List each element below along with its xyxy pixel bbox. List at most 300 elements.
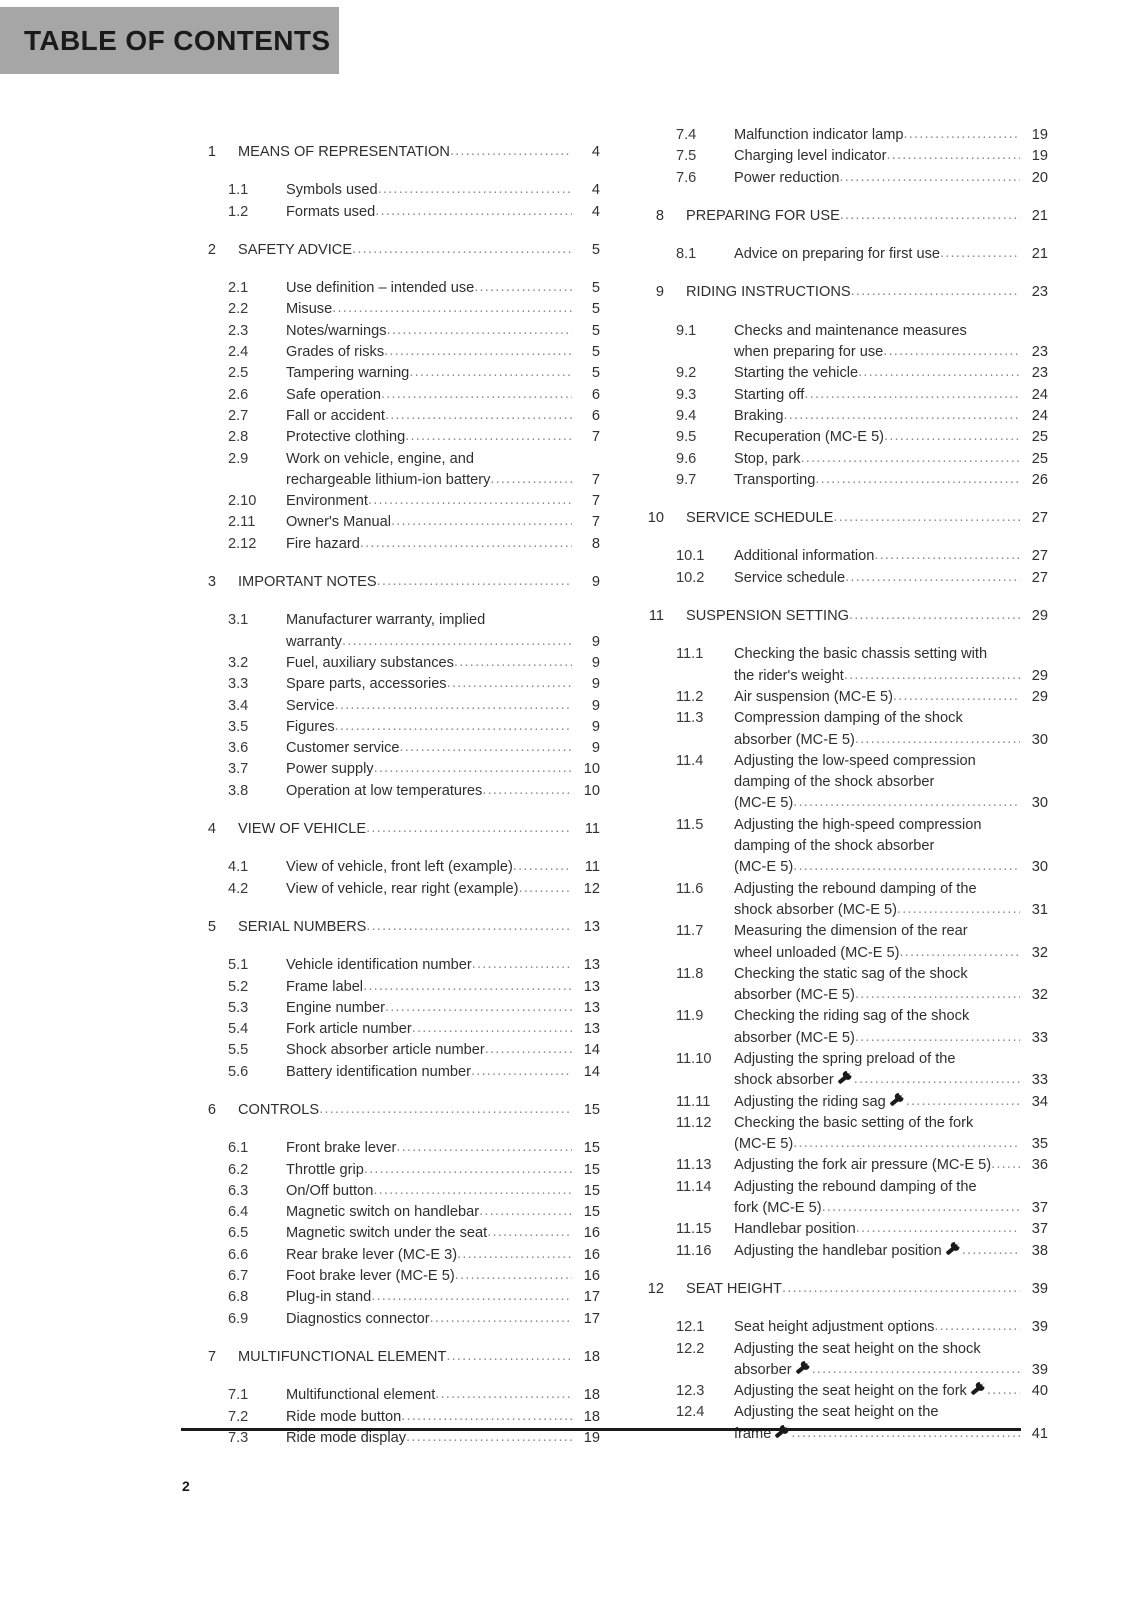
toc-entry-body — [238, 917, 600, 938]
toc-entry-body — [286, 1407, 600, 1428]
toc-entry-title: Plug-in stand — [286, 1289, 372, 1306]
toc-section-row[interactable] — [180, 879, 600, 900]
toc-entry-number: 3.3 — [228, 676, 249, 693]
toc-entry-body — [734, 146, 1048, 167]
toc-entry-title: Battery identification number — [286, 1063, 471, 1080]
toc-page-number: 19 — [1031, 127, 1048, 143]
toc-section-row[interactable] — [180, 1019, 600, 1040]
toc-entry-number: 7.1 — [228, 1387, 249, 1404]
toc-section-row[interactable] — [628, 815, 1048, 879]
toc-entry-body — [734, 644, 1048, 687]
toc-entry-number: 7.2 — [228, 1408, 249, 1425]
toc-entry-title: View of vehicle, front left (example) — [286, 859, 513, 876]
leader-dots — [893, 686, 1020, 707]
toc-entry-number: 2.3 — [228, 322, 249, 339]
toc-chapter-row[interactable] — [628, 282, 1048, 303]
toc-page-number: 40 — [1031, 1383, 1048, 1400]
toc-section-row[interactable] — [180, 1181, 600, 1202]
toc-entry-number: 11.2 — [676, 688, 704, 705]
toc-entry-body — [238, 142, 600, 163]
leader-dots — [801, 448, 1020, 469]
toc-entry-title-line: shock absorber — [734, 1072, 834, 1089]
toc-entry-body — [286, 1019, 600, 1040]
toc-entry-number: 10.2 — [676, 569, 705, 586]
toc-entry-body — [286, 406, 600, 427]
toc-page-number: 18 — [583, 1387, 600, 1404]
toc-entry-title: Front brake lever — [286, 1140, 397, 1157]
toc-page-number: 10 — [583, 761, 600, 778]
toc-page-number: 7 — [591, 471, 600, 488]
toc-entry-title-line: Checking the static sag of the shock — [734, 965, 968, 982]
toc-entry-title: Rear brake lever (MC-E 3) — [286, 1246, 458, 1263]
toc-section-row[interactable] — [180, 202, 600, 223]
toc-page-number: 13 — [583, 1021, 600, 1038]
wrench-icon — [796, 1361, 811, 1374]
toc-entry-number: 7 — [207, 1348, 216, 1365]
toc-entry-body — [734, 708, 1048, 751]
toc-entry-title: PREPARING FOR USE — [686, 207, 840, 224]
toc-entry-body — [734, 1241, 1048, 1262]
toc-entry-number: 1 — [207, 144, 216, 160]
toc-entry-body — [286, 781, 600, 802]
toc-page-number: 23 — [1031, 284, 1048, 301]
leader-dots — [849, 605, 1020, 626]
toc-entry-number: 3.8 — [228, 782, 249, 799]
toc-section-row[interactable] — [628, 921, 1048, 964]
toc-page-number: 29 — [1031, 688, 1048, 705]
toc-section-row[interactable] — [628, 470, 1048, 491]
toc-page-number: 13 — [583, 957, 600, 974]
toc-entry-number: 5.5 — [228, 1042, 249, 1059]
toc-section-row[interactable] — [628, 879, 1048, 922]
toc-section-row[interactable] — [628, 1092, 1048, 1113]
toc-section-row[interactable] — [180, 696, 600, 717]
toc-entry-title: Power reduction — [734, 169, 840, 186]
toc-entry-number: 1.2 — [228, 203, 249, 220]
toc-section-row[interactable] — [180, 610, 600, 653]
leader-dots — [366, 916, 572, 937]
toc-entry-title: Grades of risks — [286, 344, 385, 361]
leader-dots — [335, 716, 572, 737]
toc-entry-title: Fuel, auxiliary substances — [286, 654, 454, 671]
toc-entry-number: 3.4 — [228, 697, 249, 714]
toc-entry-title-line: Measuring the dimension of the rear — [734, 923, 968, 940]
toc-chapter-row[interactable] — [180, 240, 600, 261]
toc-entry-number: 5.3 — [228, 999, 249, 1016]
toc-entry-title: Ride mode display — [286, 1429, 407, 1446]
toc-section-row[interactable] — [180, 512, 600, 533]
toc-entry-number: 6.3 — [228, 1182, 249, 1199]
toc-page-number: 5 — [591, 280, 600, 297]
toc-chapter-row[interactable] — [180, 917, 600, 938]
toc-page-number: 7 — [591, 514, 600, 531]
toc-section-row[interactable] — [628, 644, 1048, 687]
toc-page-number: 21 — [1031, 246, 1048, 263]
toc-section-row[interactable] — [180, 342, 600, 363]
toc-entry-number: 7.5 — [676, 148, 697, 165]
leader-dots — [904, 124, 1020, 145]
leader-dots — [396, 1137, 572, 1158]
leader-dots — [332, 298, 572, 319]
toc-section-row[interactable] — [180, 299, 600, 320]
toc-entry-number: 4.2 — [228, 880, 249, 897]
toc-entry-number: 6.5 — [228, 1225, 249, 1242]
toc-entry-body — [734, 385, 1048, 406]
toc-page-number: 35 — [1031, 1136, 1048, 1153]
toc-page-number: 29 — [1031, 667, 1048, 684]
toc-entry-body — [734, 406, 1048, 427]
toc-entry-body — [734, 470, 1048, 491]
toc-page-number: 20 — [1031, 169, 1048, 186]
toc-spacer — [180, 1368, 600, 1385]
toc-section-row[interactable] — [180, 1160, 600, 1181]
toc-entry-number: 11.13 — [676, 1157, 712, 1174]
toc-section-row[interactable] — [180, 1138, 600, 1159]
toc-entry-title: Transporting — [734, 471, 816, 488]
toc-chapter-row[interactable] — [180, 142, 600, 163]
toc-page-number: 14 — [583, 1042, 600, 1059]
toc-spacer — [180, 593, 600, 610]
leader-dots — [490, 469, 572, 490]
toc-section-row[interactable] — [180, 781, 600, 802]
toc-section-row[interactable] — [180, 674, 600, 695]
toc-section-row[interactable] — [628, 1177, 1048, 1220]
toc-section-row[interactable] — [628, 406, 1048, 427]
leader-dots — [840, 205, 1020, 226]
toc-entry-title: Charging level indicator — [734, 148, 887, 165]
toc-page-number: 38 — [1031, 1242, 1048, 1259]
toc-page-number: 11 — [584, 821, 600, 838]
toc-section-row[interactable] — [180, 1245, 600, 1266]
toc-section-row[interactable] — [628, 1241, 1048, 1262]
leader-dots — [373, 1180, 572, 1201]
toc-section-row[interactable] — [180, 278, 600, 299]
toc-entry-body — [734, 815, 1048, 879]
toc-entry-title-line: absorber (MC-E 5) — [734, 731, 855, 748]
leader-dots — [854, 1069, 1020, 1090]
toc-entry-body — [734, 568, 1048, 589]
toc-page-number: 4 — [591, 182, 600, 199]
toc-entry-number: 5.2 — [228, 978, 249, 995]
toc-section-row[interactable] — [180, 1062, 600, 1083]
toc-entry-number: 3.6 — [228, 740, 249, 757]
leader-dots — [374, 758, 572, 779]
toc-entry-body — [286, 278, 600, 299]
leader-dots — [804, 384, 1020, 405]
toc-page-number: 11 — [584, 859, 600, 876]
toc-entry-title: Environment — [286, 493, 368, 510]
toc-page-number: 14 — [583, 1063, 600, 1080]
toc-entry-title: SERIAL NUMBERS — [238, 918, 367, 935]
leader-dots — [371, 1286, 572, 1307]
toc-page-number: 6 — [591, 407, 600, 424]
toc-spacer — [628, 304, 1048, 321]
leader-dots — [793, 856, 1020, 877]
toc-entry-number: 9 — [655, 284, 664, 301]
toc-entry-body — [286, 1138, 600, 1159]
toc-spacer — [180, 1121, 600, 1138]
toc-entry-body — [286, 1202, 600, 1223]
toc-entry-number: 12.1 — [676, 1319, 705, 1336]
leader-dots — [364, 1159, 572, 1180]
toc-entry-number: 4.1 — [228, 859, 249, 876]
toc-page-number: 12 — [583, 880, 600, 897]
leader-dots — [815, 469, 1020, 490]
toc-section-row[interactable] — [628, 321, 1048, 364]
toc-left-column — [180, 125, 600, 1449]
toc-section-row[interactable] — [628, 1317, 1048, 1338]
toc-page-number: 15 — [583, 1182, 600, 1199]
toc-page-number: 9 — [591, 574, 600, 591]
toc-entry-body — [734, 879, 1048, 922]
leader-dots — [793, 1133, 1020, 1154]
toc-section-row[interactable] — [180, 1223, 600, 1244]
toc-section-row[interactable] — [180, 385, 600, 406]
toc-section-row[interactable] — [628, 568, 1048, 589]
toc-entry-body — [734, 751, 1048, 815]
leader-dots — [455, 1265, 572, 1286]
toc-chapter-row[interactable] — [628, 606, 1048, 627]
toc-section-row[interactable] — [628, 1339, 1048, 1382]
toc-entry-title: Safe operation — [286, 386, 381, 403]
toc-page-number: 32 — [1031, 987, 1048, 1004]
toc-section-row[interactable] — [628, 146, 1048, 167]
toc-entry-title-line: Checking the basic chassis setting with — [734, 646, 988, 663]
toc-chapter-row[interactable] — [628, 206, 1048, 227]
toc-section-row[interactable] — [180, 857, 600, 878]
toc-entry-number: 9.3 — [676, 386, 697, 403]
leader-dots — [793, 792, 1020, 813]
leader-dots — [381, 384, 572, 405]
toc-section-row[interactable] — [628, 1381, 1048, 1402]
leader-dots — [400, 737, 572, 758]
leader-dots — [378, 179, 572, 200]
toc-spacer — [628, 1262, 1048, 1279]
toc-page-number: 6 — [591, 386, 600, 403]
toc-section-row[interactable] — [628, 385, 1048, 406]
toc-entry-body — [286, 1266, 600, 1287]
toc-entry-title-line: absorber — [734, 1361, 792, 1378]
wrench-icon — [838, 1071, 853, 1084]
toc-entry-title-line: Manufacturer warranty, implied — [286, 612, 486, 629]
toc-page-number: 16 — [583, 1225, 600, 1242]
toc-chapter-row[interactable] — [628, 508, 1048, 529]
wrench-icon — [971, 1382, 986, 1395]
toc-section-row[interactable] — [628, 244, 1048, 265]
toc-page-number: 18 — [583, 1408, 600, 1425]
toc-section-row[interactable] — [628, 1049, 1048, 1092]
toc-entry-title: Magnetic switch on handlebar — [286, 1204, 480, 1221]
toc-section-row[interactable] — [628, 1113, 1048, 1156]
toc-chapter-row[interactable] — [180, 819, 600, 840]
toc-page-number: 17 — [583, 1310, 600, 1327]
wrench-icon — [946, 1242, 961, 1255]
toc-section-row[interactable] — [180, 363, 600, 384]
leader-dots — [435, 1384, 572, 1405]
toc-section-row[interactable] — [180, 1407, 600, 1428]
toc-entry-body — [286, 449, 600, 492]
toc-page-number: 13 — [583, 999, 600, 1016]
toc-section-row[interactable] — [180, 427, 600, 448]
toc-entry-body — [734, 449, 1048, 470]
toc-page-number: 33 — [1031, 1029, 1048, 1046]
toc-section-row[interactable] — [628, 1155, 1048, 1176]
toc-section-row[interactable] — [180, 1428, 600, 1449]
toc-entry-number: 6.9 — [228, 1310, 249, 1327]
toc-section-row[interactable] — [628, 708, 1048, 751]
toc-page-number: 13 — [583, 978, 600, 995]
toc-page-number: 7 — [591, 429, 600, 446]
toc-entry-title-line: the rider's weight — [734, 667, 844, 684]
toc-entry-title: Braking — [734, 407, 784, 424]
toc-section-row[interactable] — [628, 687, 1048, 708]
toc-section-row[interactable] — [180, 491, 600, 512]
toc-section-row[interactable] — [180, 321, 600, 342]
toc-section-row[interactable] — [628, 168, 1048, 189]
toc-section-row[interactable] — [180, 1202, 600, 1223]
toc-section-row[interactable] — [180, 180, 600, 201]
toc-entry-number: 1.1 — [228, 182, 249, 199]
toc-section-row[interactable] — [628, 125, 1048, 146]
toc-section-row[interactable] — [628, 1006, 1048, 1049]
toc-page-number: 30 — [1031, 795, 1048, 812]
toc-entry-number: 10 — [647, 510, 664, 527]
toc-chapter-row[interactable] — [180, 572, 600, 593]
toc-section-row[interactable] — [628, 449, 1048, 470]
toc-entry-title-line: Adjusting the spring preload of the — [734, 1050, 956, 1067]
leader-dots — [471, 1061, 572, 1082]
toc-entry-body — [286, 491, 600, 512]
footer-divider — [181, 1428, 1021, 1431]
toc-entry-body — [286, 1181, 600, 1202]
toc-entry-title: Engine number — [286, 999, 385, 1016]
toc-entry-title-line: rechargeable lithium-ion battery — [286, 471, 491, 488]
toc-spacer — [180, 223, 600, 240]
toc-entry-title: Magnetic switch under the seat — [286, 1225, 488, 1242]
toc-page-number: 24 — [1031, 386, 1048, 403]
toc-section-row[interactable] — [180, 406, 600, 427]
toc-entry-body — [286, 977, 600, 998]
leader-dots — [479, 1201, 572, 1222]
toc-entry-number: 3.7 — [228, 761, 249, 778]
toc-section-row[interactable] — [180, 759, 600, 780]
leader-dots — [472, 954, 572, 975]
toc-entry-title: Multifunctional element — [286, 1387, 436, 1404]
toc-page-number: 24 — [1031, 407, 1048, 424]
toc-entry-body — [734, 1006, 1048, 1049]
toc-section-row[interactable] — [180, 1287, 600, 1308]
toc-entry-title: Operation at low temperatures — [286, 782, 483, 799]
leader-dots — [450, 141, 572, 162]
toc-entry-title: Adjusting the handlebar position — [734, 1242, 942, 1259]
toc-entry-body — [286, 738, 600, 759]
toc-section-row[interactable] — [180, 998, 600, 1019]
toc-entry-title-line: damping of the shock absorber — [734, 774, 935, 791]
toc-entry-number: 6.8 — [228, 1289, 249, 1306]
toc-entry-body — [238, 1100, 600, 1121]
toc-entry-number: 9.7 — [676, 471, 697, 488]
toc-entry-title: Diagnostics connector — [286, 1310, 430, 1327]
toc-section-row[interactable] — [628, 363, 1048, 384]
toc-page-number: 8 — [591, 535, 600, 552]
toc-entry-number: 2 — [207, 241, 216, 258]
leader-dots — [454, 652, 572, 673]
toc-chapter-row[interactable] — [628, 1279, 1048, 1300]
toc-entry-number: 2.11 — [228, 514, 256, 531]
toc-section-row[interactable] — [180, 977, 600, 998]
toc-right-column — [628, 125, 1048, 1449]
toc-section-row[interactable] — [628, 546, 1048, 567]
toc-entry-number: 11.8 — [676, 965, 704, 982]
toc-entry-body — [286, 717, 600, 738]
page-header-banner — [0, 7, 339, 74]
toc-entry-body — [286, 857, 600, 878]
toc-section-row[interactable] — [180, 738, 600, 759]
leader-dots — [962, 1240, 1020, 1261]
leader-dots — [482, 780, 572, 801]
toc-entry-body — [286, 759, 600, 780]
toc-entry-title-line: absorber (MC-E 5) — [734, 1029, 855, 1046]
toc-section-row[interactable] — [180, 955, 600, 976]
toc-entry-number: 9.5 — [676, 429, 697, 446]
toc-chapter-row[interactable] — [180, 1100, 600, 1121]
toc-entry-title: Air suspension (MC-E 5) — [734, 688, 893, 705]
toc-page-number: 31 — [1031, 901, 1048, 918]
toc-spacer — [628, 189, 1048, 206]
toc-section-row[interactable] — [628, 1219, 1048, 1240]
toc-entry-body — [286, 610, 600, 653]
leader-dots — [855, 729, 1020, 750]
leader-dots — [940, 243, 1020, 264]
toc-page-number: 39 — [1031, 1319, 1048, 1336]
toc-section-row[interactable] — [180, 1309, 600, 1330]
toc-entry-body — [286, 1287, 600, 1308]
toc-section-row[interactable] — [628, 751, 1048, 815]
leader-dots — [783, 405, 1020, 426]
toc-entry-number: 8.1 — [676, 246, 697, 263]
toc-entry-body — [734, 363, 1048, 384]
leader-dots — [812, 1359, 1020, 1380]
toc-spacer — [628, 589, 1048, 606]
toc-entry-number: 11.10 — [676, 1050, 712, 1067]
toc-entry-title: Ride mode button — [286, 1408, 402, 1425]
toc-page-number: 30 — [1031, 731, 1048, 748]
toc-section-row[interactable] — [180, 1266, 600, 1287]
toc-section-row[interactable] — [180, 653, 600, 674]
toc-section-row[interactable] — [180, 1040, 600, 1061]
toc-page-number: 39 — [1031, 1361, 1048, 1378]
leader-dots — [897, 899, 1020, 920]
toc-section-row[interactable] — [628, 1402, 1048, 1445]
toc-chapter-row[interactable] — [180, 1347, 600, 1368]
toc-section-row[interactable] — [180, 1385, 600, 1406]
toc-section-row[interactable] — [180, 449, 600, 492]
toc-section-row[interactable] — [628, 427, 1048, 448]
toc-entry-title: Spare parts, accessories — [286, 676, 447, 693]
toc-spacer — [180, 840, 600, 857]
toc-section-row[interactable] — [628, 964, 1048, 1007]
leader-dots — [446, 1346, 572, 1367]
toc-page-number: 23 — [1031, 365, 1048, 382]
toc-entry-body — [286, 299, 600, 320]
toc-entry-number: 11.16 — [676, 1242, 712, 1259]
toc-page-number: 27 — [1031, 510, 1048, 527]
toc-page-number: 9 — [591, 740, 600, 757]
toc-section-row[interactable] — [180, 534, 600, 555]
toc-entry-body — [286, 696, 600, 717]
toc-page-number: 23 — [1031, 344, 1048, 361]
toc-section-row[interactable] — [180, 717, 600, 738]
